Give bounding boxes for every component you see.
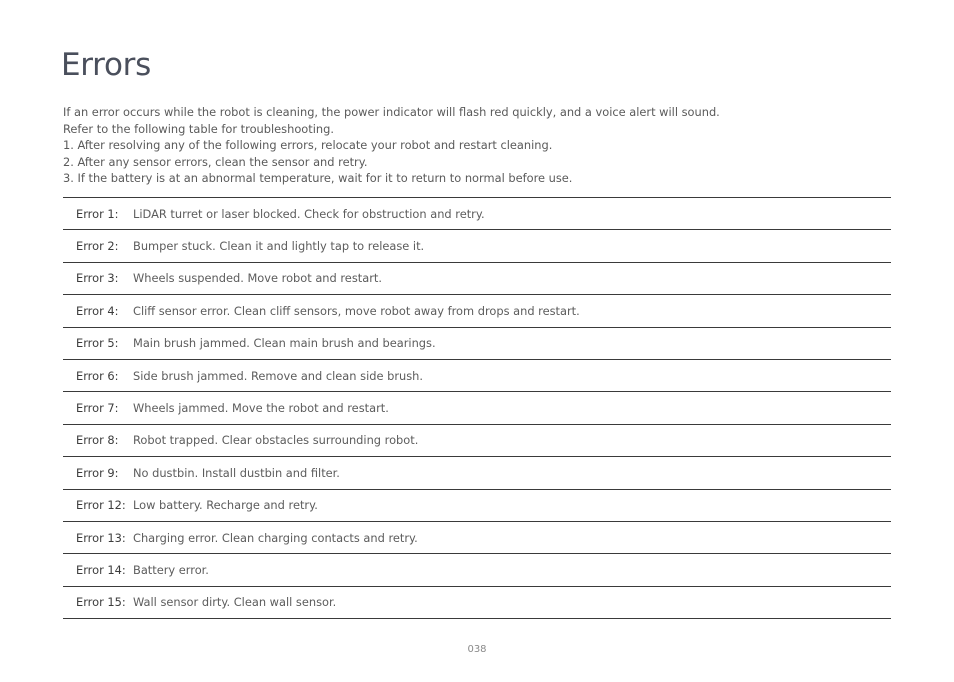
error-code: Error 4: <box>76 303 119 318</box>
error-code: Error 9: <box>76 465 119 480</box>
intro-line: If an error occurs while the robot is cleaning, the power indicator will flash red quickly, and a voice alert will sound. <box>63 105 720 119</box>
page-title: Errors <box>61 47 151 83</box>
error-description: Wall sensor dirty. Clean wall sensor. <box>133 595 337 610</box>
error-description: Wheels jammed. Move the robot and restart. <box>133 401 389 416</box>
error-code: Error 15: <box>76 595 126 610</box>
intro-line: Refer to the following table for troubleshooting. <box>63 121 334 136</box>
error-code: Error 1: <box>76 206 119 221</box>
table-row <box>63 522 891 554</box>
error-code: Error 3: <box>76 271 119 286</box>
table-row <box>63 198 891 230</box>
error-code: Error 14: <box>76 562 126 577</box>
error-description: Battery error. <box>133 562 209 577</box>
table-row <box>63 457 891 489</box>
error-table <box>63 197 891 619</box>
table-row <box>63 392 891 424</box>
error-description: Robot trapped. Clear obstacles surrounding robot. <box>133 433 419 448</box>
intro-line: 2. After any sensor errors, clean the sensor and retry. <box>63 154 368 169</box>
error-code: Error 7: <box>76 401 119 416</box>
error-code: Error 6: <box>76 368 119 383</box>
table-row <box>63 360 891 392</box>
error-description: Side brush jammed. Remove and clean side brush. <box>133 368 423 383</box>
error-description: Bumper stuck. Clean it and lightly tap to release it. <box>133 239 425 254</box>
table-row <box>63 328 891 360</box>
intro-line: 1. After resolving any of the following errors, relocate your robot and restart cleaning. <box>63 138 553 153</box>
error-description: Charging error. Clean charging contacts and retry. <box>133 530 418 545</box>
error-code: Error 5: <box>76 336 119 351</box>
table-row <box>63 425 891 457</box>
error-description: Wheels suspended. Move robot and restart. <box>133 271 382 286</box>
error-code: Error 12: <box>76 498 126 513</box>
table-row <box>63 295 891 327</box>
table-row <box>63 554 891 586</box>
intro-line: 3. If the battery is at an abnormal temperature, wait for it to return to normal before use. <box>63 171 573 186</box>
error-code: Error 13: <box>76 530 126 545</box>
error-description: No dustbin. Install dustbin and filter. <box>133 465 340 480</box>
table-row <box>63 230 891 262</box>
intro-text <box>63 104 863 187</box>
error-code: Error 8: <box>76 433 119 448</box>
error-code: Error 2: <box>76 239 119 254</box>
error-description: Main brush jammed. Clean main brush and bearings. <box>133 336 436 351</box>
error-description: LiDAR turret or laser blocked. Check for obstruction and retry. <box>133 206 485 221</box>
error-description: Cliff sensor error. Clean cliff sensors, move robot away from drops and restart. <box>133 303 580 318</box>
table-row <box>63 263 891 295</box>
table-row <box>63 587 891 619</box>
table-row <box>63 490 891 522</box>
page-number: 038 <box>467 644 487 655</box>
error-description: Low battery. Recharge and retry. <box>133 498 318 513</box>
